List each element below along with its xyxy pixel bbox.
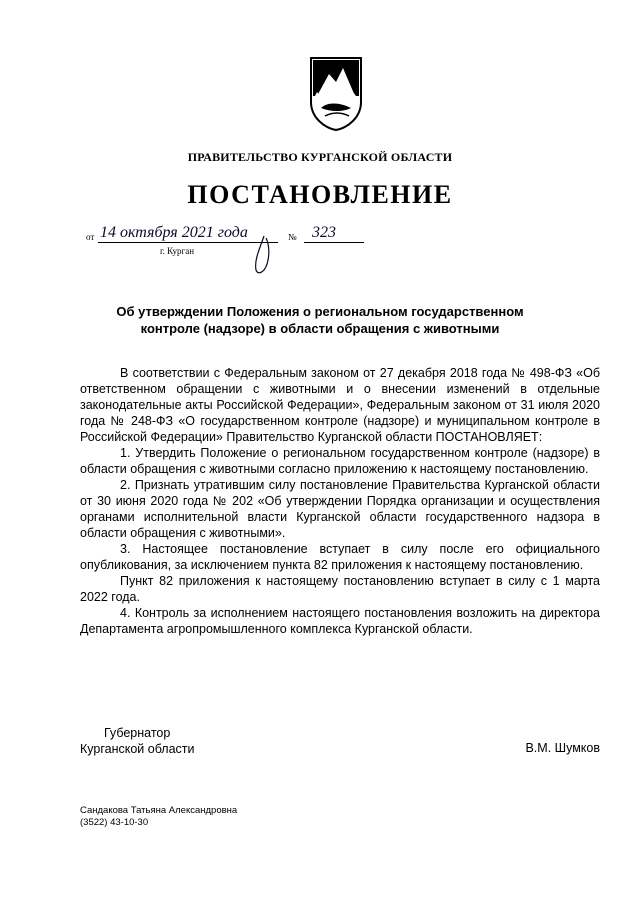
city-label: г. Курган — [160, 246, 195, 256]
executor-name: Сандакова Татьяна Александровна — [80, 805, 238, 816]
signatory-position — [80, 725, 195, 757]
body-paragraph: Пункт 82 приложения к настоящему постановлению вступает в силу с 1 марта 2022 года. — [80, 574, 600, 604]
subject-line-1: Об утверждении Положения о региональном государственном — [116, 304, 524, 319]
kurgan-coat-of-arms-icon — [309, 56, 363, 132]
number-label: № — [288, 232, 297, 242]
executor-info — [80, 805, 237, 829]
subject-line-2: контроле (надзоре) в области обращения с животными — [140, 321, 500, 336]
document-type-title: ПОСТАНОВЛЕНИЕ — [187, 180, 453, 209]
date-from-label: от — [86, 232, 95, 242]
document-body — [80, 365, 600, 637]
document-subject — [80, 303, 560, 337]
body-paragraph: 3. Настоящее постановление вступает в силу после его официального опубликования, за исключением пункта 82 приложения к настоящему постановлению. — [80, 542, 600, 572]
position-line-1: Губернатор — [104, 726, 171, 740]
executor-phone: (3522) 43-10-30 — [80, 817, 149, 828]
body-paragraph: В соответствии с Федеральным законом от 27 декабря 2018 года № 498-ФЗ «Об ответственном обращении с животными и о внесении изменений в отдельные законодательные акты Российской Федерации», Федеральным законом от 31 июля 2020 года № 248-ФЗ «О государственном контроле (надзоре) и муниципальном контроле в Российской Федерации» Правительство Курганской области ПОСТАНОВЛЯЕТ: — [80, 366, 600, 444]
body-paragraph: 2. Признать утратившим силу постановление Правительства Курганской области от 30 июня 2020 года № 202 «Об утверждении Порядка организации и осуществления органами исполнительной власти Курганской области государственного надзора в области обращения с животными». — [80, 478, 600, 540]
body-paragraph: 4. Контроль за исполнением настоящего постановления возложить на директора Департамента агропромышленного комплекса Курганской области. — [80, 606, 600, 636]
handwritten-date: 14 октября 2021 года — [100, 224, 248, 241]
position-line-2: Курганской области — [80, 742, 195, 756]
government-name: ПРАВИТЕЛЬСТВО КУРГАНСКОЙ ОБЛАСТИ — [187, 150, 453, 164]
body-paragraph: 1. Утвердить Положение о региональном государственном контроле (надзоре) в области обращения с животными согласно приложению к настоящему постановлению. — [80, 446, 600, 476]
signature-stroke-icon — [246, 234, 276, 276]
handwritten-number: 323 — [312, 224, 336, 241]
date-number-line — [86, 226, 386, 276]
signatory-name: В.М. Шумков — [525, 741, 600, 755]
number-underline — [304, 242, 364, 243]
